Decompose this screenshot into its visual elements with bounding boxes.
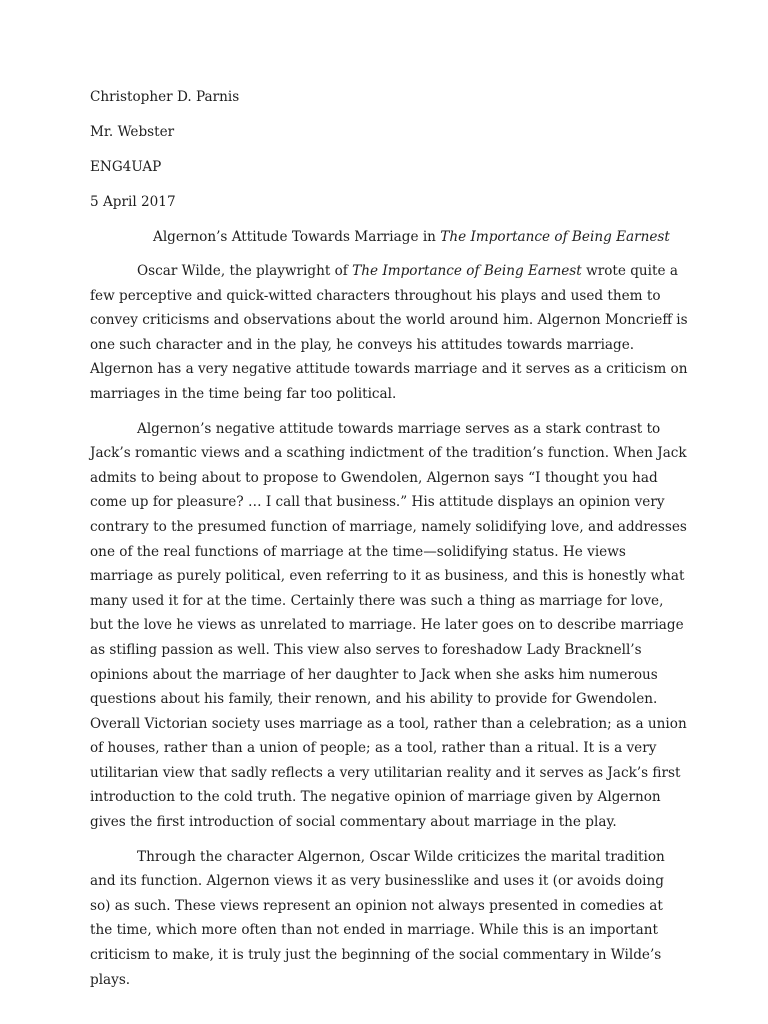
author-name: Christopher D. Parnis — [90, 89, 240, 105]
essay-page — [90, 86, 688, 1002]
paragraph-intro-work: The Importance of Being Earnest — [352, 263, 582, 279]
paragraph-intro — [90, 259, 688, 407]
course-code: ENG4UAP — [90, 159, 162, 175]
paragraph-conclusion: Through the character Algernon, Oscar Wilde criticizes the marital tradition and its function. Algernon views it as very businesslike and uses it (or avoids doing so) as such. These views represent an opinion not always presented in comedies at the time, which more often than not ended in marriage. While this is an important criticism to make, it is truly just the beginning of the social commentary in Wilde’s plays. — [90, 848, 665, 988]
title-prefix: Algernon’s Attitude Towards Marriage in — [153, 229, 441, 245]
paragraph-intro-after: wrote quite a few perceptive and quick-witted characters throughout his plays and used them to convey criticisms and observations about the world around him. Algernon Moncrieff is one such character and in the play, he conveys his attitudes towards marriage. Algernon has a very negative attitude towards marriage and it serves as a criticism on marriages in the time being far too political. — [90, 263, 688, 402]
paragraph-intro-before: Oscar Wilde, the playwright of — [137, 263, 353, 279]
teacher-name: Mr. Webster — [90, 124, 175, 140]
essay-date: 5 April 2017 — [90, 194, 176, 210]
essay-title — [90, 226, 688, 259]
title-work: The Importance of Being Earnest — [440, 229, 670, 245]
paragraph-body: Algernon’s negative attitude towards marriage serves as a stark contrast to Jack’s romantic views and a scathing indictment of the tradition’s function. When Jack admits to being about to propose to Gwendolen, Algernon says “I thought you had come up for pleasure? … I call that business.” His attitude displays an opinion very contrary to the presumed function of marriage, namely solidifying love, and addresses one of the real functions of marriage at the time—solidifying status. He views marriage as purely political, even referring to it as business, and this is honestly what many used it for at the time. Certainly there was such a thing as marriage for love, but the love he views as unrelated to marriage. He later goes on to describe marriage as stifling passion as well. This view also serves to foreshadow Lady Bracknell’s opinions about the marriage of her daughter to Jack when she asks him numerous questions about his family, their renown, and his ability to provide for Gwendolen. Overall Victorian society uses marriage as a tool, rather than a celebration; as a union of houses, rather than a union of people; as a tool, rather than a ritual. It is a very utilitarian view that sadly reflects a very utilitarian reality and it serves as Jack’s first introduction to the cold truth. The negative opinion of marriage given by Algernon gives the first introduction of social commentary about marriage in the play. — [90, 420, 687, 831]
